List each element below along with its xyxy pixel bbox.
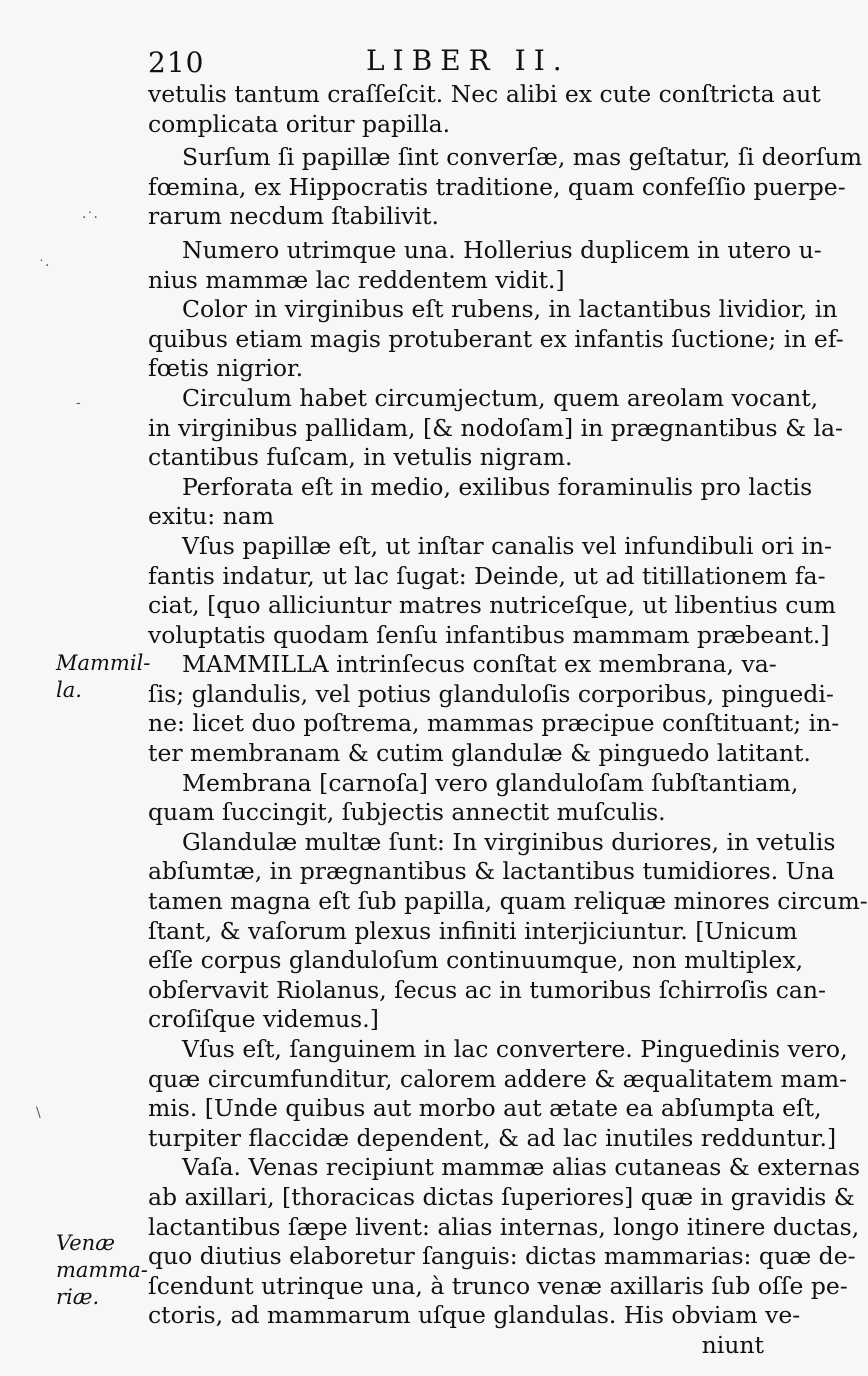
text-line: ciat, [quo alliciuntur matres nutriceſque, ut libentius cum: [148, 591, 836, 620]
text-line: ab axillari, [thoracicas dictas ſuperiores] quæ in gravidis &: [148, 1182, 855, 1211]
text-line: ctoris, ad mammarum uſque glandulas. His obviam ve-: [148, 1301, 801, 1330]
text-line: tamen magna eſt ſub papilla, quam reliquæ minores circum-: [148, 887, 868, 916]
text-line: complicata oritur papilla.: [148, 109, 451, 138]
ink-speck: -: [76, 395, 81, 411]
text-line: Vſus eſt, ſanguinem in lac convertere. Pinguedinis vero,: [182, 1035, 848, 1063]
ink-speck: ·˙·: [82, 210, 98, 226]
text-line: in virginibus pallidam, [& nodoſam] in prægnantibus & la-: [148, 413, 843, 442]
text-line: croſiſque videmus.]: [148, 1005, 379, 1034]
text-line: Vſus papillæ eſt, ut inſtar canalis vel infundibuli ori in-: [182, 531, 832, 560]
page-number: 210: [148, 46, 205, 79]
text-line: quo diutius elaboretur ſanguis: dictas mammarias: quæ de-: [148, 1242, 856, 1271]
text-line: Surſum ſi papillæ ſint converſæ, mas geſtatur, ſi deorſum: [182, 143, 863, 172]
text-line: mis. [Unde quibus aut morbo aut ætate ea abſumpta eſt,: [148, 1094, 822, 1123]
text-line: Membrana [carnoſa] vero glanduloſam ſubſtantiam,: [182, 768, 799, 797]
text-line: MAMMILLA intrinſecus conſtat ex membrana, va-: [182, 650, 777, 679]
text-line: Vaſa. Venas recipiunt mammæ alias cutaneas & externas: [182, 1153, 861, 1182]
text-line: fœmina, ex Hippocratis traditione, quam confeſſio puerpe-: [148, 172, 846, 201]
text-line: fantis indatur, ut lac ſugat: Deinde, ut ad titillationem fa-: [148, 561, 826, 590]
text-line: ctantibus fuſcam, in vetulis nigram.: [148, 443, 573, 472]
ink-speck: ˙·: [38, 258, 50, 274]
text-line: obſervavit Riolanus, ſecus ac in tumoribus ſchirroſis can-: [148, 975, 826, 1004]
text-line: ter membranam & cutim glandulæ & pinguedo latitant.: [148, 739, 811, 768]
ink-speck: \: [36, 1105, 41, 1121]
text-line: Numero utrimque una. Hollerius duplicem in utero u-: [182, 235, 822, 264]
text-line: exitu: nam: [148, 502, 275, 531]
text-line: ſcendunt utrinque una, à trunco venæ axillaris ſub oſſe pe-: [148, 1271, 848, 1300]
running-head: LIBER II.: [366, 44, 570, 77]
text-line: rarum necdum ſtabilivit.: [148, 202, 439, 231]
text-line: eſſe corpus glanduloſum continuumque, non multiplex,: [148, 946, 804, 975]
body-text: [148, 80, 868, 1361]
text-line: turpiter flaccidæ dependent, & ad lac inutiles redduntur.]: [148, 1123, 837, 1152]
text-line: quam ſuccingit, ſubjectis annectit muſculis.: [148, 798, 666, 827]
text-line: ſis; glandulis, vel potius glanduloſis corporibus, pinguedi-: [148, 679, 834, 708]
text-line: Perforata eſt in medio, exilibus foraminulis pro lactis: [182, 472, 813, 501]
text-line: fœtis nigrior.: [148, 354, 304, 383]
text-line: ne: licet duo poſtrema, mammas præcipue conſtituant; in-: [148, 709, 840, 738]
text-line: abſumtæ, in prægnantibus & lactantibus tumidiores. Una: [148, 857, 835, 886]
marginal-note-venae-mammariae: Venæ mamma- riæ.: [56, 1231, 148, 1309]
page-header: [148, 44, 768, 80]
text-line: vetulis tantum craſſeſcit. Nec alibi ex cute conſtricta aut: [148, 80, 821, 108]
text-line: Glandulæ multæ ſunt: In virginibus duriores, in vetulis: [182, 827, 836, 856]
marginal-note-mammilla: Mammil- la.: [56, 651, 151, 702]
text-line: lactantibus ſæpe livent: alias internas, longo itinere ductas,: [148, 1212, 860, 1241]
text-line: Color in virginibus eſt rubens, in lactantibus lividior, in: [182, 295, 838, 324]
catchword: niunt: [701, 1330, 764, 1359]
text-line: voluptatis quodam ſenſu infantibus mammam præbeant.]: [148, 620, 830, 649]
text-line: nius mammæ lac reddentem vidit.]: [148, 265, 565, 294]
text-line: Circulum habet circumjectum, quem areolam vocant,: [182, 383, 819, 412]
text-line: ſtant, & vaſorum plexus infiniti interjiciuntur. [Unicum: [148, 916, 798, 945]
text-line: quibus etiam magis protuberant ex infantis ſuctione; in ef-: [148, 324, 844, 353]
text-line: quæ circumfunditur, calorem addere & æqualitatem mam-: [148, 1064, 848, 1093]
